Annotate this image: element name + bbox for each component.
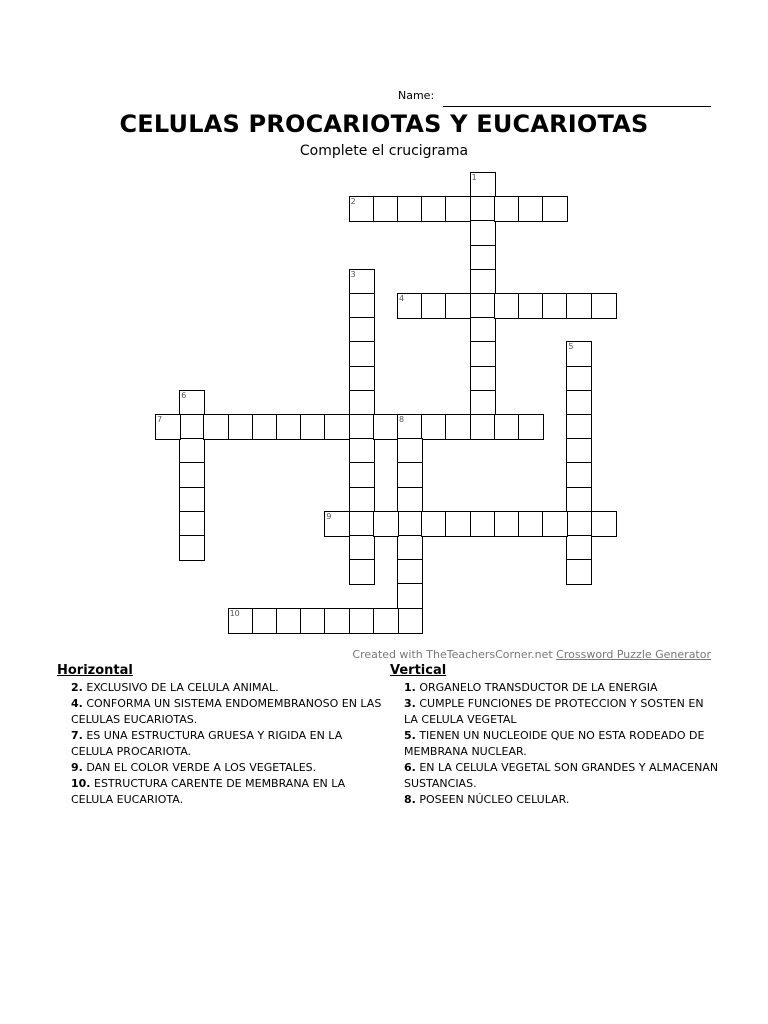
grid-cell[interactable] (494, 414, 520, 440)
clue-item (57, 760, 387, 776)
grid-cell[interactable] (421, 511, 447, 537)
clue-num: 10. (71, 777, 91, 790)
horizontal-title: Horizontal (57, 663, 133, 678)
grid-cell[interactable] (445, 414, 471, 440)
grid-cell[interactable] (470, 317, 496, 343)
grid-cell[interactable] (566, 535, 592, 561)
clue-num: 1. (404, 681, 416, 694)
grid-cell[interactable] (300, 608, 326, 634)
grid-cell[interactable] (470, 245, 496, 271)
clue-text: ESTRUCTURA CARENTE DE MEMBRANA EN LA CELULA EUCARIOTA. (71, 777, 346, 806)
grid-cell[interactable] (566, 462, 592, 488)
grid-cell[interactable] (349, 487, 375, 513)
clue-num: 8. (404, 793, 416, 806)
grid-cell[interactable] (349, 414, 375, 440)
grid-cell[interactable] (397, 583, 423, 609)
clue-num: 2. (71, 681, 83, 694)
grid-cell[interactable] (566, 487, 592, 513)
clue-number: 9 (326, 511, 332, 521)
grid-cell[interactable] (566, 390, 592, 416)
clue-text: EXCLUSIVO DE LA CELULA ANIMAL. (82, 681, 279, 694)
grid-cell[interactable] (566, 414, 592, 440)
grid-cell[interactable] (518, 196, 544, 222)
grid-cell[interactable] (179, 438, 205, 464)
clue-num: 5. (404, 729, 416, 742)
grid-cell[interactable] (470, 196, 496, 222)
clue-number: 8 (399, 415, 405, 424)
grid-cell[interactable] (470, 366, 496, 392)
grid-cell[interactable] (470, 269, 496, 295)
grid-cell[interactable] (445, 196, 471, 222)
grid-cell[interactable] (470, 390, 496, 416)
grid-cell[interactable] (397, 487, 423, 513)
grid-cell[interactable] (397, 608, 423, 634)
clue-text: ORGANELO TRANSDUCTOR DE LA ENERGIA (415, 681, 658, 694)
grid-cell[interactable] (349, 559, 375, 585)
clue-number: 5 (568, 342, 574, 352)
clue-num: 7. (71, 729, 83, 742)
grid-cell[interactable] (252, 414, 278, 440)
grid-cell[interactable] (591, 293, 617, 319)
grid-cell[interactable] (373, 196, 399, 222)
grid-cell[interactable] (324, 414, 350, 440)
grid-cell[interactable] (179, 462, 205, 488)
clue-item (390, 728, 720, 760)
clue-number: 7 (157, 415, 163, 424)
vertical-clues (390, 663, 720, 808)
grid-cell[interactable] (349, 366, 375, 392)
grid-cell[interactable] (421, 293, 447, 319)
grid-cell[interactable] (494, 293, 520, 319)
clue-num: 9. (71, 761, 83, 774)
grid-cell[interactable] (591, 511, 617, 537)
grid-cell[interactable] (300, 414, 326, 440)
grid-cell[interactable] (276, 414, 302, 440)
grid-cell[interactable] (349, 293, 375, 319)
grid-cell[interactable] (518, 293, 544, 319)
clue-number: 2 (350, 197, 356, 207)
grid-cell[interactable] (445, 511, 471, 537)
name-line[interactable] (443, 106, 711, 107)
grid-cell[interactable] (542, 511, 568, 537)
grid-cell[interactable] (349, 317, 375, 343)
clue-num: 6. (404, 761, 416, 774)
clue-text: POSEEN NÚCLEO CELULAR. (415, 793, 570, 806)
name-label: Name: (398, 89, 435, 102)
grid-cell[interactable] (203, 414, 229, 440)
clue-text: DAN EL COLOR VERDE A LOS VEGETALES. (82, 761, 317, 774)
grid-cell[interactable] (421, 414, 447, 440)
clue-text: CUMPLE FUNCIONES DE PROTECCION Y SOSTEN EN LA CELULA VEGETAL (404, 697, 704, 726)
credit-line (352, 648, 711, 661)
grid-cell[interactable] (349, 390, 375, 416)
grid-cell[interactable] (518, 511, 544, 537)
grid-cell[interactable] (179, 414, 205, 440)
clue-item (57, 696, 387, 728)
page-subtitle: Complete el crucigrama (299, 143, 469, 159)
grid-cell[interactable] (566, 438, 592, 464)
credit-text: Created with TheTeachersCorner.net (352, 648, 557, 661)
grid-cell[interactable] (566, 293, 592, 319)
clue-num: 4. (71, 697, 83, 710)
grid-cell[interactable] (349, 438, 375, 464)
grid-cell[interactable] (349, 511, 375, 537)
grid-cell[interactable] (228, 414, 254, 440)
grid-cell[interactable] (494, 511, 520, 537)
credit-link[interactable]: Crossword Puzzle Generator (556, 648, 711, 661)
clue-text: TIENEN UN NUCLEOIDE QUE NO ESTA RODEADO DE MEMBRANA NUCLEAR. (404, 729, 705, 758)
vertical-title: Vertical (390, 663, 447, 678)
grid-cell[interactable] (397, 535, 423, 561)
grid-cell[interactable] (470, 293, 496, 319)
grid-cell[interactable] (179, 487, 205, 513)
clue-item (57, 776, 387, 808)
grid-cell[interactable] (542, 293, 568, 319)
clue-item (57, 728, 387, 760)
clue-item (390, 680, 720, 696)
clue-num: 3. (404, 697, 416, 710)
grid-cell[interactable] (518, 414, 544, 440)
grid-cell[interactable] (349, 341, 375, 367)
page-title: CELULAS PROCARIOTAS Y EUCARIOTAS (119, 110, 649, 138)
clue-number: 1 (471, 173, 477, 182)
grid-cell[interactable] (252, 608, 278, 634)
clue-number: 4 (399, 294, 405, 303)
grid-cell[interactable] (373, 608, 399, 634)
clue-text: CONFORMA UN SISTEMA ENDOMEMBRANOSO EN LAS CELULAS EUCARIOTAS. (71, 697, 382, 726)
grid-cell[interactable] (445, 293, 471, 319)
grid-cell[interactable] (397, 196, 423, 222)
grid-cell[interactable] (349, 608, 375, 634)
grid-cell[interactable] (397, 462, 423, 488)
horizontal-clues (57, 663, 387, 808)
clue-text: EN LA CELULA VEGETAL SON GRANDES Y ALMACENAN SUSTANCIAS. (404, 761, 719, 790)
grid-cell[interactable] (470, 511, 496, 537)
grid-cell[interactable] (397, 559, 423, 585)
clue-item (390, 760, 720, 792)
grid-cell[interactable] (397, 511, 423, 537)
clue-number: 6 (181, 390, 187, 400)
clue-item (57, 680, 387, 696)
clue-number: 10 (229, 608, 240, 618)
clue-item (390, 696, 720, 728)
clue-number: 3 (350, 269, 356, 279)
grid-cell[interactable] (179, 511, 205, 537)
grid-cell[interactable] (349, 535, 375, 561)
grid-cell[interactable] (179, 535, 205, 561)
clue-item (390, 792, 720, 808)
grid-cell[interactable] (349, 462, 375, 488)
grid-cell[interactable] (324, 608, 350, 634)
grid-cell[interactable] (397, 438, 423, 464)
grid-cell[interactable] (373, 414, 399, 440)
grid-cell[interactable] (373, 511, 399, 537)
grid-cell[interactable] (566, 511, 592, 537)
grid-cell[interactable] (494, 196, 520, 222)
grid-cell[interactable] (542, 196, 568, 222)
grid-cell[interactable] (421, 196, 447, 222)
grid-cell[interactable] (566, 559, 592, 585)
grid-cell[interactable] (276, 608, 302, 634)
clue-text: ES UNA ESTRUCTURA GRUESA Y RIGIDA EN LA CELULA PROCARIOTA. (71, 729, 343, 758)
grid-cell[interactable] (470, 414, 496, 440)
grid-cell[interactable] (470, 220, 496, 246)
grid-cell[interactable] (566, 366, 592, 392)
grid-cell[interactable] (470, 341, 496, 367)
